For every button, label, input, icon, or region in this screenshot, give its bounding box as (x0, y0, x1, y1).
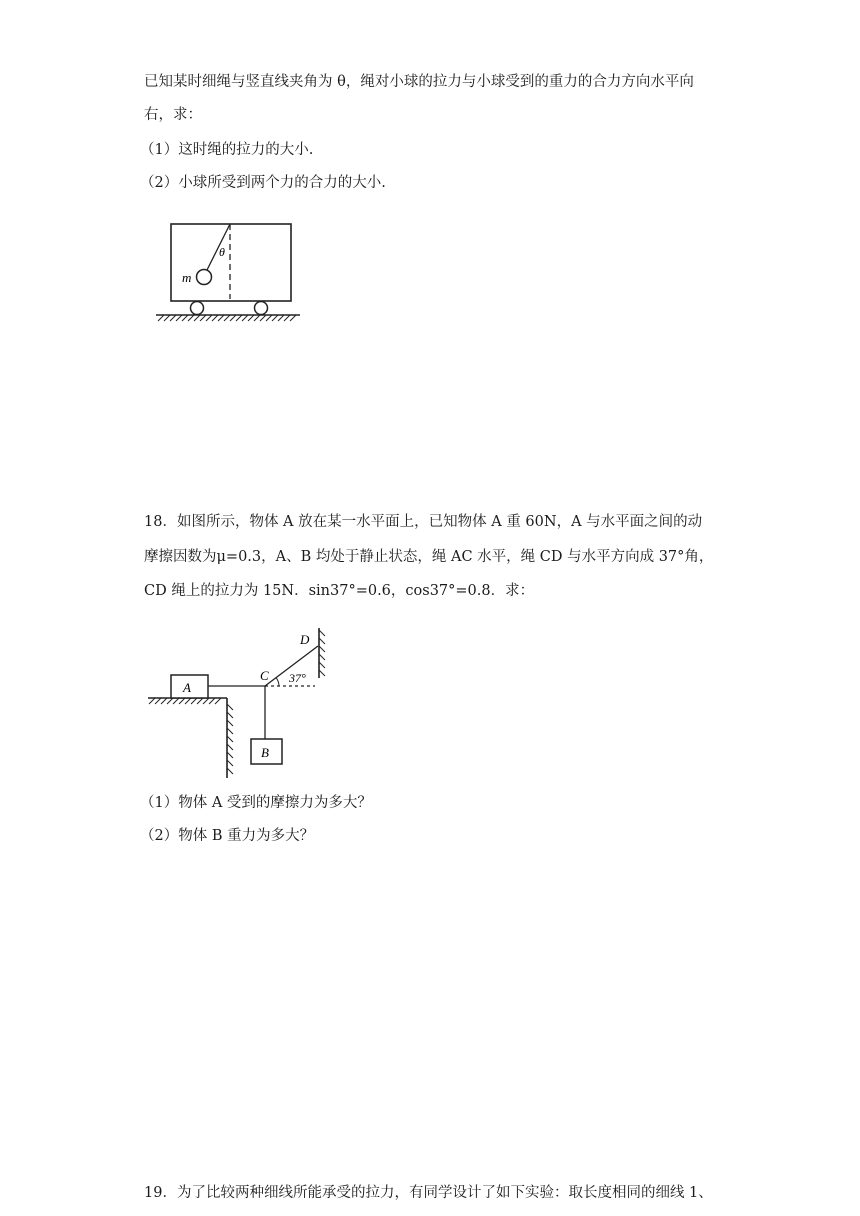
q17-text-line-1: 已知某时细绳与竖直线夹角为 θ，绳对小球的拉力与小球受到的重力的合力方向水平向 (144, 74, 694, 90)
angle-arc (276, 678, 279, 686)
q18-text-line-2: 摩擦因数为μ=0.3，A、B 均处于静止状态，绳 AC 水平，绳 CD 与水平方向成 37°角， (144, 549, 714, 565)
q17-figure-cart-pendulum (150, 215, 310, 325)
cart-wheel-left (191, 302, 204, 315)
pendulum-ball (197, 270, 212, 285)
q17-text-line-2: 右，求： (144, 107, 202, 123)
cart-body (171, 224, 291, 301)
table-hatching (149, 698, 221, 704)
table-edge-hatching (227, 704, 233, 774)
angle-37-label: 37° (289, 671, 306, 685)
wall-hatching (319, 630, 325, 676)
q18-subquestion-2: （2）物体 B 重力为多大？ (140, 828, 315, 844)
q18-figure-blocks-ropes (145, 618, 345, 783)
q17-subquestion-2: （2）小球所受到两个力的合力的大小. (140, 175, 386, 191)
angle-theta-label: θ (219, 245, 225, 259)
point-d-label: D (300, 632, 310, 647)
q19-text-line-1: 19．为了比较两种细线所能承受的拉力，有同学设计了如下实验：取长度相同的细线 1、 (144, 1185, 713, 1201)
q18-subquestion-1: （1）物体 A 受到的摩擦力为多大？ (140, 795, 372, 811)
block-b-label: B (261, 745, 269, 760)
q17-subquestion-1: （1）这时绳的拉力的大小. (140, 142, 314, 158)
mass-label: m (182, 270, 192, 285)
cart-wheel-right (255, 302, 268, 315)
ground-hatching (158, 315, 296, 321)
q18-text-line-3: CD 绳上的拉力为 15N．sin37°=0.6，cos37°=0.8．求： (144, 583, 535, 599)
point-c-label: C (260, 668, 269, 683)
block-a-label: A (183, 680, 191, 695)
q18-text-line-1: 18．如图所示，物体 A 放在某一水平面上，已知物体 A 重 60N，A 与水平面之间的动 (144, 514, 703, 530)
